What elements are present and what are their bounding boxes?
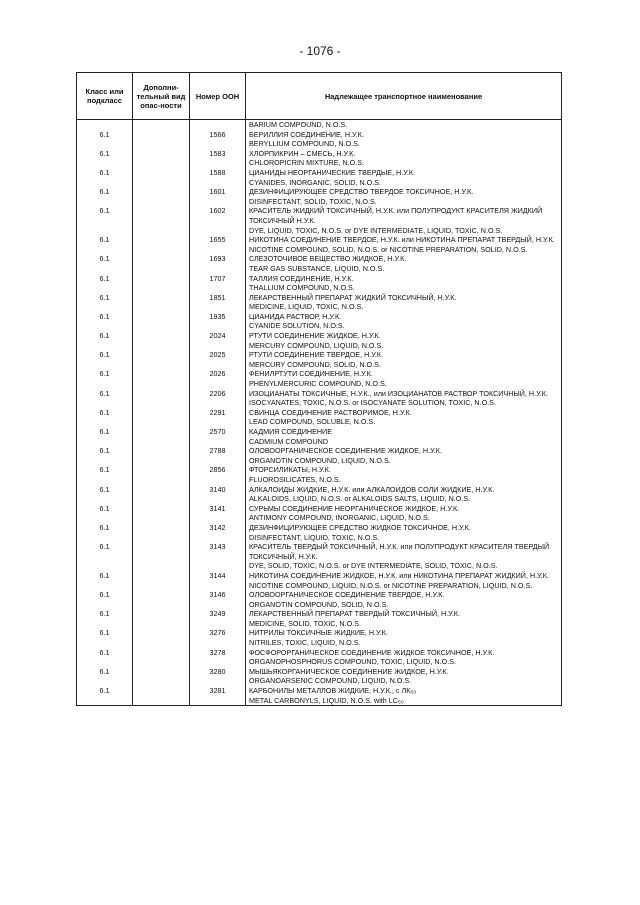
shipping-name-ru: КАДМИЯ СОЕДИНЕНИЕ: [249, 427, 333, 436]
un-number-cell: 1935: [190, 312, 246, 331]
header-proper-shipping-name: Надлежащее транспортное наименование: [246, 73, 562, 120]
un-number-cell: 2856: [190, 465, 246, 484]
shipping-name-en: PHENYLMERCURIC COMPOUND, N.O.S.: [249, 379, 387, 389]
class-cell: 6.1: [77, 350, 133, 369]
shipping-name-en: METAL CARBONYLS, LIQUID, N.O.S. with LC₅₀: [249, 695, 404, 705]
shipping-name-ru: НИТРИЛЫ ТОКСИЧНЫЕ ЖИДКИЕ, Н.У.К.: [249, 628, 388, 638]
table-row: [77, 523, 562, 542]
table-row: [77, 168, 562, 187]
shipping-name-cell: [246, 254, 562, 273]
shipping-name-ru: СВИНЦА СОЕДИНЕНИЕ РАСТВОРИМОЕ, Н.У.К.: [249, 407, 412, 417]
shipping-name-cell: [246, 312, 562, 331]
table-row: [77, 312, 562, 331]
shipping-name-ru: ЛЕКАРСТВЕННЫЙ ПРЕПАРАТ ЖИДКИЙ ТОКСИЧНЫЙ, Н.У.К.: [249, 292, 457, 302]
table-row: [77, 628, 562, 647]
continued-name-en: BARIUM COMPOUND, N.O.S.: [249, 120, 348, 129]
table-row: [77, 331, 562, 350]
table-row: [77, 408, 562, 427]
shipping-name-ru: БЕРИЛЛИЯ СОЕДИНЕНИЕ, Н.У.К.: [249, 129, 364, 139]
un-number-cell: 3278: [190, 648, 246, 667]
table-row: [77, 130, 562, 149]
shipping-name-cell: [246, 408, 562, 427]
shipping-name-en: ANTIMONY COMPOUND, INORGANIC, LIQUID, N.O.S.: [249, 513, 430, 523]
table-row: [77, 254, 562, 273]
un-number-cell: 3276: [190, 628, 246, 647]
un-number-cell: 2026: [190, 369, 246, 388]
un-number-cell: 1583: [190, 149, 246, 168]
table-row: [77, 274, 562, 293]
un-number-cell: 3143: [190, 542, 246, 571]
shipping-name-ru: ЦИАНИДЫ НЕОРГАНИЧЕСКИЕ ТВЕРДЫЕ, Н.У.К.: [249, 167, 415, 177]
shipping-name-cell: [246, 485, 562, 504]
shipping-name-ru: ТАЛЛИЯ СОЕДИНЕНИЕ, Н.У.К.: [249, 273, 354, 283]
table-row: [77, 571, 562, 590]
un-number-cell: 3146: [190, 590, 246, 609]
class-cell: 6.1: [77, 331, 133, 350]
shipping-name-ru: ХЛОРПИКРИН – СМЕСЬ, Н.У.К.: [249, 148, 356, 158]
shipping-name-en: BERYLLIUM COMPOUND, N.O.S.: [249, 139, 360, 149]
subsidiary-cell: [133, 369, 190, 388]
shipping-name-ru: ДЕЗИНФИЦИРУЮЩЕЕ СРЕДСТВО ЖИДКОЕ ТОКСИЧНОЕ, Н.У.К.: [249, 522, 471, 532]
shipping-name-cell: [246, 350, 562, 369]
subsidiary-cell: [133, 293, 190, 312]
table-row: [77, 465, 562, 484]
dangerous-goods-table: [76, 72, 562, 706]
table-header-row: [77, 73, 562, 120]
un-number-cell: 3249: [190, 609, 246, 628]
un-number-cell: 3144: [190, 571, 246, 590]
table-row: [77, 206, 562, 235]
shipping-name-cell: [246, 628, 562, 647]
shipping-name-en: ORGANOPHOSPHORUS COMPOUND, TOXIC, LIQUID, N.O.S.: [249, 657, 457, 667]
subsidiary-cell: [133, 523, 190, 542]
un-number-cell: 1693: [190, 254, 246, 273]
shipping-name-en: MERCURY COMPOUND, LIQUID, N.O.S.: [249, 340, 384, 350]
un-number-cell: 2206: [190, 389, 246, 408]
table-row: [77, 446, 562, 465]
shipping-name-en: DISINFECTANT, SOLID, TOXIC, N.O.S.: [249, 196, 377, 206]
class-cell: 6.1: [77, 523, 133, 542]
shipping-name-cell: [246, 446, 562, 465]
class-cell: 6.1: [77, 628, 133, 647]
shipping-name-ru: ОЛОВООРГАНИЧЕСКОЕ СОЕДИНЕНИЕ ЖИДКОЕ, Н.У.К.: [249, 446, 442, 456]
shipping-name-en: NICOTINE COMPOUND, SOLID, N.O.S. or NICOTINE PREPARATION, SOLID, N.O.S.: [249, 244, 528, 254]
shipping-name-cell: [246, 331, 562, 350]
subsidiary-cell: [133, 350, 190, 369]
class-cell: 6.1: [77, 206, 133, 235]
subsidiary-cell: [133, 254, 190, 273]
shipping-name-cell: [246, 427, 562, 446]
subsidiary-cell: [133, 389, 190, 408]
subsidiary-cell: [133, 168, 190, 187]
shipping-name-cell: [246, 686, 562, 706]
subsidiary-cell: [133, 542, 190, 571]
shipping-name-en: THALLIUM COMPOUND, N.O.S.: [249, 283, 355, 293]
table-row: [77, 187, 562, 206]
shipping-name-ru: ИЗОЦИАНАТЫ ТОКСИЧНЫЕ, Н.У.К., или ИЗОЦИАНАТОВ РАСТВОР ТОКСИЧНЫЙ, Н.У.К.: [249, 388, 548, 398]
shipping-name-cell: [246, 648, 562, 667]
shipping-name-cell: [246, 504, 562, 523]
shipping-name-en: LEAD COMPOUND, SOLUBLE, N.O.S.: [249, 417, 376, 427]
class-cell: 6.1: [77, 274, 133, 293]
class-cell: 6.1: [77, 168, 133, 187]
class-cell: 6.1: [77, 667, 133, 686]
subsidiary-cell: [133, 667, 190, 686]
un-number-cell: 1566: [190, 130, 246, 149]
shipping-name-ru: АЛКАЛОИДЫ ЖИДКИЕ, Н.У.К. или АЛКАЛОИДОВ СОЛИ ЖИДКИЕ, Н.У.К.: [249, 484, 495, 494]
shipping-name-en: ORGANOTIN COMPOUND, SOLID, N.O.S.: [249, 599, 389, 609]
shipping-name-cell: [246, 206, 562, 235]
un-number-cell: 1707: [190, 274, 246, 293]
table-row: [77, 542, 562, 571]
shipping-name-en: MEDICINE, LIQUID, TOXIC, N.O.S.: [249, 302, 364, 312]
class-cell: 6.1: [77, 571, 133, 590]
subsidiary-cell: [133, 130, 190, 149]
un-number-cell: 2024: [190, 331, 246, 350]
subsidiary-cell: [133, 331, 190, 350]
shipping-name-ru: КРАСИТЕЛЬ ТВЕРДЫЙ ТОКСИЧНЫЙ, Н.У.К. или ПОЛУПРОДУКТ КРАСИТЕЛЯ ТВЕРДЫЙ ТОКСИЧНЫЙ, Н.У.К.: [249, 542, 550, 561]
shipping-name-cell: [246, 274, 562, 293]
subsidiary-cell: [133, 149, 190, 168]
shipping-name-en: ORGANOTIN COMPOUND, LIQUID, N.O.S.: [249, 455, 391, 465]
shipping-name-en: CADMIUM COMPOUND: [249, 436, 329, 446]
table-row: [77, 389, 562, 408]
header-un-number: Номер ООН: [190, 73, 246, 120]
class-cell: 6.1: [77, 427, 133, 446]
un-number-cell: 3142: [190, 523, 246, 542]
subsidiary-cell: [133, 590, 190, 609]
class-cell: 6.1: [77, 542, 133, 571]
subsidiary-cell: [133, 206, 190, 235]
un-number-cell: 3141: [190, 504, 246, 523]
class-cell: 6.1: [77, 235, 133, 254]
shipping-name-en: NITRILES, TOXIC, LIQUID, N.O.S.: [249, 638, 361, 648]
shipping-name-en: FLUOROSILICATES, N.O.S.: [249, 474, 341, 484]
shipping-name-cell: [246, 293, 562, 312]
shipping-name-ru: КАРБОНИЛЫ МЕТАЛЛОВ ЖИДКИЕ, Н.У.К., с ЛК₅₀: [249, 686, 417, 696]
table-row: [77, 235, 562, 254]
class-cell: 6.1: [77, 465, 133, 484]
class-cell: 6.1: [77, 590, 133, 609]
class-cell: 6.1: [77, 609, 133, 628]
table-row: [77, 609, 562, 628]
shipping-name-ru: ЦИАНИДА РАСТВОР, Н.У.К.: [249, 311, 342, 321]
shipping-name-en: CYANIDE SOLUTION, N.O.S.: [249, 321, 345, 331]
class-cell: 6.1: [77, 254, 133, 273]
shipping-name-cell: [246, 590, 562, 609]
class-cell: 6.1: [77, 485, 133, 504]
subsidiary-cell: [133, 485, 190, 504]
shipping-name-ru: ДЕЗИНФИЦИРУЮЩЕЕ СРЕДСТВО ТВЕРДОЕ ТОКСИЧНОЕ, Н.У.К.: [249, 187, 474, 197]
shipping-name-cell: [246, 130, 562, 149]
table-row: [77, 350, 562, 369]
un-number-cell: 3140: [190, 485, 246, 504]
shipping-name-ru: НИКОТИНА СОЕДИНЕНИЕ ТВЕРДОЕ, Н.У.К. или НИКОТИНА ПРЕПАРАТ ТВЕРДЫЙ, Н.У.К.: [249, 235, 555, 245]
table-row: [77, 590, 562, 609]
shipping-name-ru: КРАСИТЕЛЬ ЖИДКИЙ ТОКСИЧНЫЙ, Н.У.К. или ПОЛУПРОДУКТ КРАСИТЕЛЯ ЖИДКИЙ ТОКСИЧНЫЙ Н.У.К.: [249, 206, 543, 225]
shipping-name-cell: [246, 389, 562, 408]
class-cell: 6.1: [77, 504, 133, 523]
shipping-name-en: ALKALOIDS, LIQUID, N.O.S. or ALKALOIDS SALTS, LIQUID, N.O.S.: [249, 494, 471, 504]
class-cell: 6.1: [77, 130, 133, 149]
shipping-name-en: ISOCYANATES, TOXIC, N.O.S. or ISOCYANATE SOLUTION, TOXIC, N.O.S.: [249, 398, 496, 408]
subsidiary-cell: [133, 571, 190, 590]
shipping-name-en: MEDICINE, SOLID, TOXIC, N.O.S.: [249, 618, 361, 628]
class-cell: 6.1: [77, 312, 133, 331]
shipping-name-en: NICOTINE COMPOUND, LIQUID, N.O.S. or NICOTINE PREPARATION, LIQUID, N.O.S.: [249, 580, 533, 590]
subsidiary-cell: [133, 274, 190, 293]
subsidiary-cell: [133, 187, 190, 206]
un-number-cell: 1602: [190, 206, 246, 235]
class-cell: 6.1: [77, 648, 133, 667]
table-row: [77, 648, 562, 667]
class-cell: 6.1: [77, 686, 133, 706]
table-row: [77, 667, 562, 686]
shipping-name-en: CYANIDES, INORGANIC, SOLID, N.O.S.: [249, 177, 382, 187]
subsidiary-cell: [133, 446, 190, 465]
shipping-name-cell: [246, 369, 562, 388]
subsidiary-cell: [133, 648, 190, 667]
subsidiary-cell: [133, 235, 190, 254]
class-cell: 6.1: [77, 389, 133, 408]
table-row: [77, 504, 562, 523]
table-row: [77, 485, 562, 504]
class-cell: 6.1: [77, 187, 133, 206]
un-number-cell: 1655: [190, 235, 246, 254]
page-number: - 1076 -: [299, 44, 341, 58]
subsidiary-cell: [133, 686, 190, 706]
un-number-cell: 2570: [190, 427, 246, 446]
shipping-name-en: DYE, LIQUID, TOXIC, N.O.S. or DYE INTERMEDIATE, LIQUID, TOXIC, N.O.S.: [249, 225, 503, 235]
shipping-name-ru: СЛЕЗОТОЧИВОЕ ВЕЩЕСТВО ЖИДКОЕ, Н.У.К.: [249, 254, 407, 264]
shipping-name-ru: НИКОТИНА СОЕДИНЕНИЕ ЖИДКОЕ, Н.У.К. или НИКОТИНА ПРЕПАРАТ ЖИДКИЙ, Н.У.К.: [249, 570, 549, 580]
subsidiary-cell: [133, 465, 190, 484]
shipping-name-cell: [246, 609, 562, 628]
shipping-name-ru: МЫШЬЯКОРГАНИЧЕСКОЕ СОЕДИНЕНИЕ ЖИДКОЕ, Н.У.К.: [249, 666, 449, 676]
shipping-name-cell: [246, 149, 562, 168]
shipping-name-ru: ЛЕКАРСТВЕННЫЙ ПРЕПАРАТ ТВЕРДЫЙ ТОКСИЧНЫЙ, Н.У.К.: [249, 609, 460, 619]
shipping-name-en: CHLOROPICRIN MIXTURE, N.O.S.: [249, 158, 365, 168]
subsidiary-cell: [133, 504, 190, 523]
table-row: [77, 293, 562, 312]
shipping-name-cell: [246, 235, 562, 254]
un-number-cell: 1588: [190, 168, 246, 187]
class-cell: 6.1: [77, 149, 133, 168]
shipping-name-en: TEAR GAS SUBSTANCE, LIQUID, N.O.S.: [249, 263, 385, 273]
shipping-name-en: DYE, SOLID, TOXIC, N.O.S. or DYE INTERMEDIATE, SOLID, TOXIC, N.O.S.: [249, 561, 498, 571]
shipping-name-ru: РТУТИ СОЕДИНЕНИЕ ЖИДКОЕ, Н.У.К.: [249, 331, 381, 341]
shipping-name-ru: ФОСФОРОРГАНИЧЕСКОЕ СОЕДИНЕНИЕ ЖИДКОЕ ТОКСИЧНОЕ, Н.У.К.: [249, 647, 495, 657]
table-row: [77, 149, 562, 168]
subsidiary-cell: [133, 427, 190, 446]
shipping-name-cell: [246, 542, 562, 571]
subsidiary-cell: [133, 408, 190, 427]
shipping-name-en: DISINFECTANT, LIQUID, TOXIC, N.O.S.: [249, 532, 380, 542]
class-cell: 6.1: [77, 446, 133, 465]
shipping-name-ru: ФЕНИЛРТУТИ СОЕДИНЕНИЕ, Н.У.К.: [249, 369, 373, 379]
un-number-cell: 1601: [190, 187, 246, 206]
subsidiary-cell: [133, 609, 190, 628]
class-cell: 6.1: [77, 408, 133, 427]
shipping-name-cell: [246, 465, 562, 484]
table-row: [77, 686, 562, 706]
shipping-name-ru: ФТОРСИЛИКАТЫ, Н.У.К.: [249, 465, 331, 475]
shipping-name-ru: ОЛОВООРГАНИЧЕСКОЕ СОЕДИНЕНИЕ ТВЕРДОЕ, Н.У.К.: [249, 590, 445, 600]
un-number-cell: 2291: [190, 408, 246, 427]
un-number-cell: 3281: [190, 686, 246, 706]
shipping-name-cell: [246, 168, 562, 187]
subsidiary-cell: [133, 628, 190, 647]
un-number-cell: 3280: [190, 667, 246, 686]
subsidiary-cell: [133, 312, 190, 331]
shipping-name-en: MERCURY COMPOUND, SOLID, N.O.S.: [249, 359, 381, 369]
header-subsidiary-hazard: Дополни-тельный вид опас-ности: [133, 73, 190, 120]
shipping-name-cell: [246, 571, 562, 590]
table-row-continuation: [77, 120, 562, 130]
table-row: [77, 427, 562, 446]
table-row: [77, 369, 562, 388]
shipping-name-cell: [246, 187, 562, 206]
shipping-name-en: ORGANOARSENIC COMPOUND, LIQUID, N.O.S.: [249, 676, 412, 686]
class-cell: 6.1: [77, 369, 133, 388]
shipping-name-cell: [246, 667, 562, 686]
class-cell: 6.1: [77, 293, 133, 312]
shipping-name-ru: РТУТИ СОЕДИНЕНИЕ ТВЕРДОЕ, Н.У.К.: [249, 350, 384, 360]
un-number-cell: 1851: [190, 293, 246, 312]
un-number-cell: 2788: [190, 446, 246, 465]
shipping-name-cell: [246, 523, 562, 542]
table-body: [77, 120, 562, 706]
header-class: Класс или подкласс: [77, 73, 133, 120]
un-number-cell: 2025: [190, 350, 246, 369]
shipping-name-ru: СУРЬМЫ СОЕДИНЕНИЕ НЕОРГАНИЧЕСКОЕ ЖИДКОЕ, Н.У.К.: [249, 503, 460, 513]
